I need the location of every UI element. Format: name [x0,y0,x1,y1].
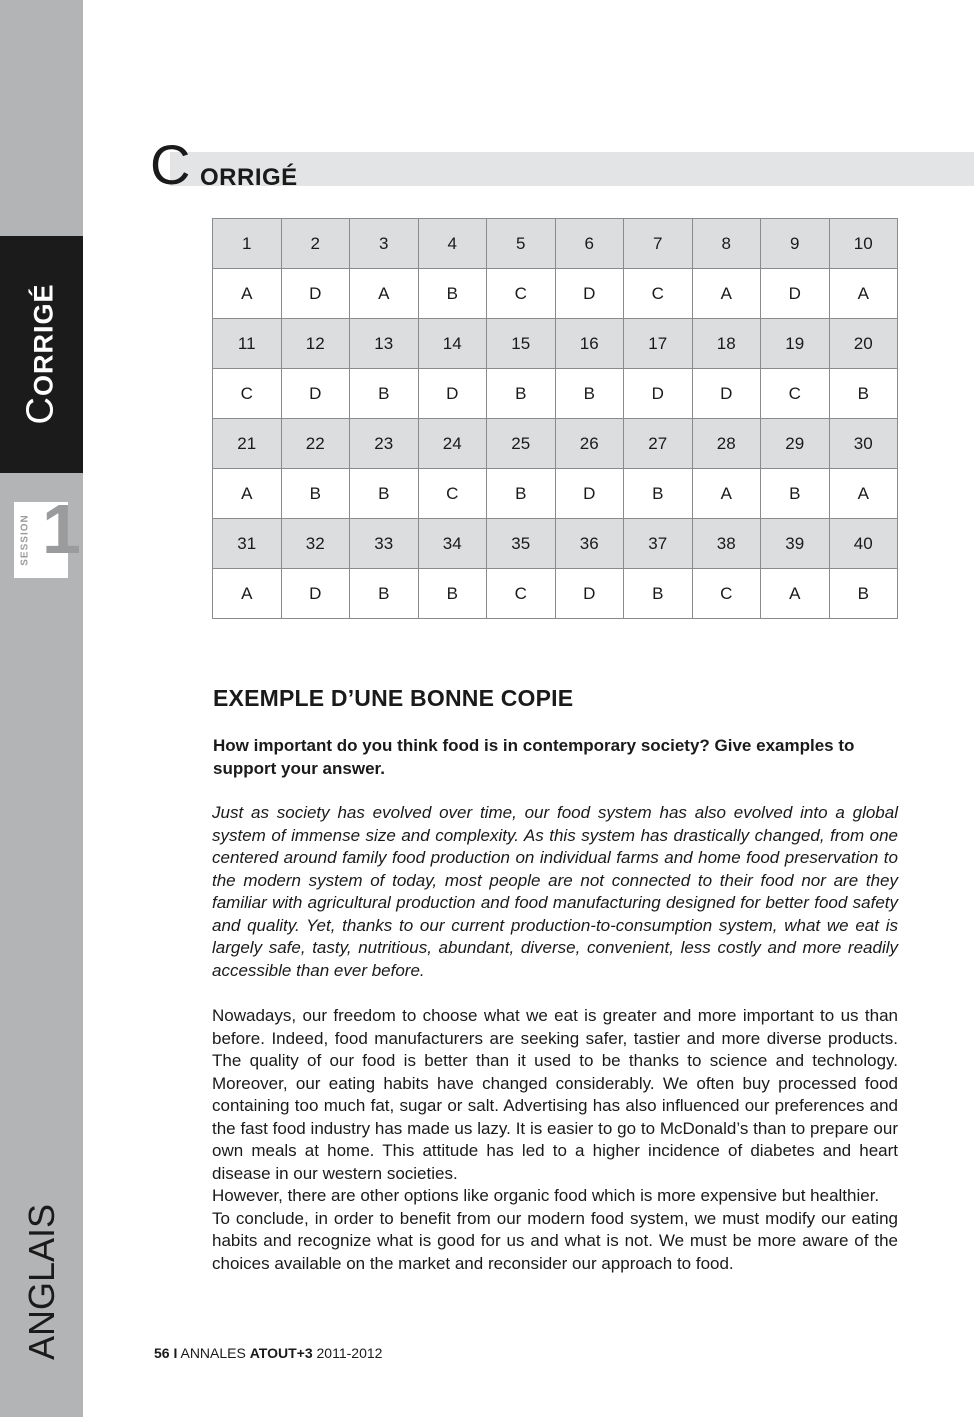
footer-separator: I [173,1345,178,1361]
answer-cell: B [487,469,556,519]
question-number-cell: 8 [692,219,761,269]
question-number-cell: 11 [213,319,282,369]
answer-cell: A [213,569,282,619]
question-number-cell: 13 [350,319,419,369]
answer-row [213,369,898,419]
answer-cell: C [487,269,556,319]
answer-cell: A [829,469,898,519]
page-number: 56 [154,1345,170,1361]
question-number-cell: 29 [761,419,830,469]
question-number-cell: 37 [624,519,693,569]
question-number-cell: 18 [692,319,761,369]
question-number-cell: 31 [213,519,282,569]
answer-key-table [212,218,898,619]
question-number-cell: 24 [418,419,487,469]
question-number-cell: 36 [555,519,624,569]
answer-cell: B [555,369,624,419]
question-number-row [213,219,898,269]
question-number-cell: 23 [350,419,419,469]
answer-cell: D [281,369,350,419]
answer-cell: D [692,369,761,419]
session-badge [14,490,81,578]
footer-annales: ANNALES [180,1345,246,1361]
question-number-row [213,319,898,369]
question-number-cell: 26 [555,419,624,469]
answer-cell: D [761,269,830,319]
question-number-cell: 10 [829,219,898,269]
question-number-cell: 15 [487,319,556,369]
question-number-cell: 21 [213,419,282,469]
answer-cell: D [555,469,624,519]
question-number-cell: 12 [281,319,350,369]
footer-brand: ATOUT+3 [249,1345,313,1361]
answer-cell: D [418,369,487,419]
answer-cell: B [829,569,898,619]
question-number-cell: 34 [418,519,487,569]
answer-cell: C [692,569,761,619]
question-number-cell: 4 [418,219,487,269]
answer-row [213,569,898,619]
section-tab-label: CORRIGÉ [19,283,62,425]
section-title: EXEMPLE D’UNE BONNE COPIE [213,685,574,711]
answer-cell: B [487,369,556,419]
answer-cell: C [624,269,693,319]
question-number-cell: 1 [213,219,282,269]
answer-cell: A [761,569,830,619]
question-number-cell: 19 [761,319,830,369]
answer-cell: A [350,269,419,319]
answer-cell: D [281,569,350,619]
essay-paragraph: To conclude, in order to benefit from our modern food system, we must modify our eating habits and recognize what is good for us and what is not. We must be more aware of the choices available on the market and reconsider our approach to food. [212,1208,898,1273]
header-big-letter: C [150,133,191,196]
answer-cell: A [692,269,761,319]
question-number-cell: 3 [350,219,419,269]
answer-cell: B [350,469,419,519]
answer-cell: D [281,269,350,319]
answer-cell: D [624,369,693,419]
answer-cell: A [213,269,282,319]
session-number: 1 [42,490,81,568]
essay-question: How important do you think food is in contemporary society? Give examples to support your answer. [213,736,855,778]
question-number-cell: 6 [555,219,624,269]
question-number-cell: 5 [487,219,556,269]
answer-cell: B [624,569,693,619]
answer-cell: B [418,569,487,619]
answer-row [213,469,898,519]
answer-cell: A [692,469,761,519]
essay-body [212,1005,898,1275]
footer-years: 2011-2012 [316,1345,383,1361]
essay-intro: Just as society has evolved over time, our food system has also evolved into a global system of immense size and complexity. As this system has drastically changed, from one centered around family food production on individual farms and home food preservation to the modern system of today, most people are not connected to their food nor are they familiar with agricultural production and food manufacturing designed for better food safety and quality. Yet, thanks to our current production-to-consumption system, what we eat is largely safe, tasty, nutritious, abundant, diverse, convenient, less costly and more readily accessible than ever before. [212,803,898,980]
section-tab-corrige [0,236,83,473]
answer-cell: B [418,269,487,319]
page-footer [154,1345,382,1361]
question-number-cell: 25 [487,419,556,469]
answer-cell: C [213,369,282,419]
essay-paragraph: However, there are other options like organic food which is more expensive but healthier. [212,1186,880,1205]
answer-cell: B [281,469,350,519]
answer-cell: D [555,569,624,619]
question-number-cell: 27 [624,419,693,469]
answer-cell: D [555,269,624,319]
page-title: ORRIGÉ [200,164,298,191]
question-number-cell: 40 [829,519,898,569]
question-number-row [213,419,898,469]
question-number-cell: 22 [281,419,350,469]
answer-cell: C [418,469,487,519]
answer-cell: A [213,469,282,519]
left-sidebar [0,0,83,1417]
answer-row [213,269,898,319]
answer-cell: B [350,369,419,419]
question-number-row [213,519,898,569]
question-number-cell: 28 [692,419,761,469]
question-number-cell: 33 [350,519,419,569]
answer-cell: B [761,469,830,519]
session-label: SESSION [19,514,31,566]
question-number-cell: 14 [418,319,487,369]
question-number-cell: 20 [829,319,898,369]
question-number-cell: 32 [281,519,350,569]
answer-cell: C [487,569,556,619]
question-number-cell: 2 [281,219,350,269]
question-number-cell: 9 [761,219,830,269]
question-number-cell: 39 [761,519,830,569]
question-number-cell: 16 [555,319,624,369]
question-number-cell: 30 [829,419,898,469]
answer-cell: B [624,469,693,519]
answer-cell: B [829,369,898,419]
answer-cell: B [350,569,419,619]
subject-label: ANGLAIS [21,1203,62,1361]
question-number-cell: 38 [692,519,761,569]
essay-paragraph: Nowadays, our freedom to choose what we eat is greater and more important to us than before. Indeed, food manufacturers are seeking safer, tastier and more diverse products. The quality of our food is better than it used to be thanks to science and technology. Moreover, our eating habits have changed considerably. We often buy processed food containing too much fat, sugar or salt. Advertising has also influenced our preferences and the fast food industry has made us lazy. It is easier to go to McDonald’s than to prepare our own meals at home. This attitude has led to a higher incidence of diabetes and heart disease in our western societies. [212,1006,898,1183]
answer-cell: A [829,269,898,319]
question-number-cell: 17 [624,319,693,369]
question-number-cell: 7 [624,219,693,269]
question-number-cell: 35 [487,519,556,569]
answer-cell: C [761,369,830,419]
